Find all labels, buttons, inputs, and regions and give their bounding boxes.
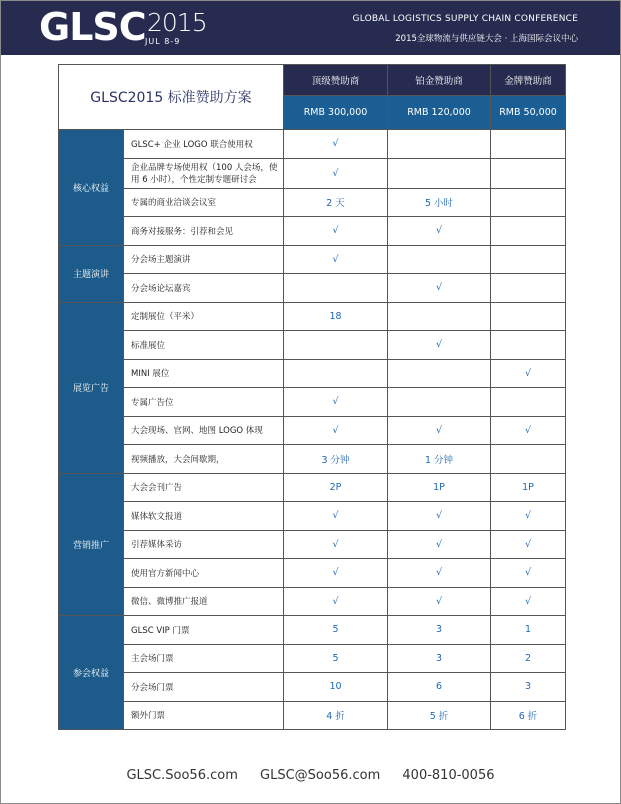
benefit-item: 分会场主题演讲: [124, 245, 284, 274]
table-row: [59, 388, 566, 417]
table-row: [59, 530, 566, 559]
benefit-item: 专属广告位: [124, 388, 284, 417]
benefit-value: √: [491, 359, 566, 388]
benefit-value: 2: [491, 644, 566, 673]
benefit-value: √: [284, 559, 388, 588]
table-row: [59, 445, 566, 474]
benefit-item: 大会现场、官网、地图 LOGO 体现: [124, 416, 284, 445]
benefit-item: 额外门票: [124, 701, 284, 730]
benefit-value: [491, 445, 566, 474]
category-cell: 展览广告: [59, 302, 124, 473]
benefit-value: 2P: [284, 473, 388, 502]
benefit-item: 分会场论坛嘉宾: [124, 274, 284, 303]
benefit-value: 1: [491, 616, 566, 645]
benefit-value: 1 分钟: [388, 445, 491, 474]
benefit-value: √: [284, 388, 388, 417]
benefit-item: 媒体软文报道: [124, 502, 284, 531]
benefit-value: [491, 274, 566, 303]
benefit-value: √: [388, 502, 491, 531]
tier-price: RMB 300,000: [284, 96, 388, 130]
benefit-value: √: [284, 587, 388, 616]
benefit-value: 3: [388, 616, 491, 645]
benefit-value: √: [491, 587, 566, 616]
table-row: [59, 188, 566, 217]
benefit-value: [491, 217, 566, 246]
footer-website: GLSC.Soo56.com: [126, 768, 238, 783]
benefit-value: √: [388, 559, 491, 588]
benefit-value: [491, 331, 566, 360]
footer-phone: 400-810-0056: [402, 768, 495, 783]
benefit-value: [284, 274, 388, 303]
table-row: [59, 130, 566, 159]
benefit-value: √: [388, 274, 491, 303]
benefit-item: 主会场门票: [124, 644, 284, 673]
tier-price: RMB 120,000: [388, 96, 491, 130]
benefit-item: 定制展位（平米）: [124, 302, 284, 331]
benefit-value: 2 天: [284, 188, 388, 217]
benefit-value: [284, 331, 388, 360]
benefit-value: [284, 359, 388, 388]
table-title: GLSC2015 标准赞助方案: [59, 65, 284, 130]
table-row: [59, 331, 566, 360]
benefit-value: √: [284, 130, 388, 159]
benefit-item: 专属的商业洽谈会议室: [124, 188, 284, 217]
benefit-value: √: [388, 331, 491, 360]
benefit-value: [388, 359, 491, 388]
table-row: [59, 416, 566, 445]
benefit-item: 微信、微博推广报道: [124, 587, 284, 616]
benefit-value: 5: [284, 616, 388, 645]
table-row: [59, 217, 566, 246]
benefit-value: [491, 388, 566, 417]
benefit-value: 18: [284, 302, 388, 331]
benefit-item: 分会场门票: [124, 673, 284, 702]
benefit-value: 5: [284, 644, 388, 673]
category-cell: 参会权益: [59, 616, 124, 730]
table-row: [59, 587, 566, 616]
conference-title-en: GLOBAL LOGISTICS SUPPLY CHAIN CONFERENCE: [352, 14, 578, 24]
benefit-value: √: [491, 416, 566, 445]
logo-year: 2015: [147, 8, 207, 37]
benefit-item: GLSC VIP 门票: [124, 616, 284, 645]
benefit-item: 使用官方新闻中心: [124, 559, 284, 588]
benefit-value: [388, 388, 491, 417]
logo-text: GLSC: [39, 5, 146, 49]
footer-contacts: [0, 768, 621, 783]
benefit-value: [388, 158, 491, 188]
benefit-value: √: [491, 530, 566, 559]
benefit-value: √: [284, 530, 388, 559]
benefit-value: [491, 130, 566, 159]
benefit-value: [491, 158, 566, 188]
benefit-value: 5 折: [388, 701, 491, 730]
table-row: [59, 302, 566, 331]
benefit-value: [491, 188, 566, 217]
benefit-value: √: [284, 502, 388, 531]
benefit-value: √: [284, 245, 388, 274]
benefit-value: √: [491, 502, 566, 531]
benefit-value: [491, 245, 566, 274]
benefit-value: √: [388, 217, 491, 246]
table-row: [59, 158, 566, 188]
benefit-value: 1P: [491, 473, 566, 502]
benefit-item: 标准展位: [124, 331, 284, 360]
category-cell: 营销推广: [59, 473, 124, 616]
benefit-value: √: [284, 416, 388, 445]
benefit-item: 引荐媒体采访: [124, 530, 284, 559]
table-body: [59, 130, 566, 730]
benefit-value: √: [388, 587, 491, 616]
conference-title-cn: 2015全球物流与供应链大会 · 上海国际会议中心: [395, 34, 578, 44]
table-row: [59, 559, 566, 588]
benefit-value: √: [284, 158, 388, 188]
tier-name: 金牌赞助商: [491, 65, 566, 96]
benefit-value: √: [388, 416, 491, 445]
benefit-value: 1P: [388, 473, 491, 502]
benefit-value: √: [284, 217, 388, 246]
benefit-value: 6: [388, 673, 491, 702]
benefit-value: 3 分钟: [284, 445, 388, 474]
benefit-item: MINI 展位: [124, 359, 284, 388]
table-row: [59, 274, 566, 303]
table-row: [59, 673, 566, 702]
tier-price: RMB 50,000: [491, 96, 566, 130]
sponsorship-table: [58, 64, 566, 730]
table-row: [59, 473, 566, 502]
benefit-value: 6 折: [491, 701, 566, 730]
benefit-value: [388, 245, 491, 274]
benefit-value: √: [491, 559, 566, 588]
tier-name: 铂金赞助商: [388, 65, 491, 96]
table-row: [59, 359, 566, 388]
table-row: [59, 616, 566, 645]
table-row: [59, 701, 566, 730]
table-row: [59, 502, 566, 531]
benefit-value: [491, 302, 566, 331]
benefit-value: 3: [491, 673, 566, 702]
header-banner: [1, 1, 620, 55]
benefit-value: 3: [388, 644, 491, 673]
table-row: [59, 644, 566, 673]
benefit-value: √: [388, 530, 491, 559]
benefit-value: [388, 130, 491, 159]
benefit-item: 商务对接服务：引荐和会见: [124, 217, 284, 246]
benefit-item: 大会会刊广告: [124, 473, 284, 502]
benefit-value: 10: [284, 673, 388, 702]
benefit-value: [388, 302, 491, 331]
benefit-item: GLSC+ 企业 LOGO 联合使用权: [124, 130, 284, 159]
category-cell: 核心权益: [59, 130, 124, 246]
category-cell: 主题演讲: [59, 245, 124, 302]
footer-email: GLSC@Soo56.com: [260, 768, 381, 783]
table-row: [59, 245, 566, 274]
tier-name: 顶级赞助商: [284, 65, 388, 96]
logo-date: JUL 8-9: [145, 37, 181, 46]
benefit-value: 4 折: [284, 701, 388, 730]
benefit-item: 企业品牌专场使用权（100 人会场，使用 6 小时），个性定制专题研讨会: [124, 158, 284, 188]
benefit-item: 视频播放，大会间歇期，: [124, 445, 284, 474]
benefit-value: 5 小时: [388, 188, 491, 217]
